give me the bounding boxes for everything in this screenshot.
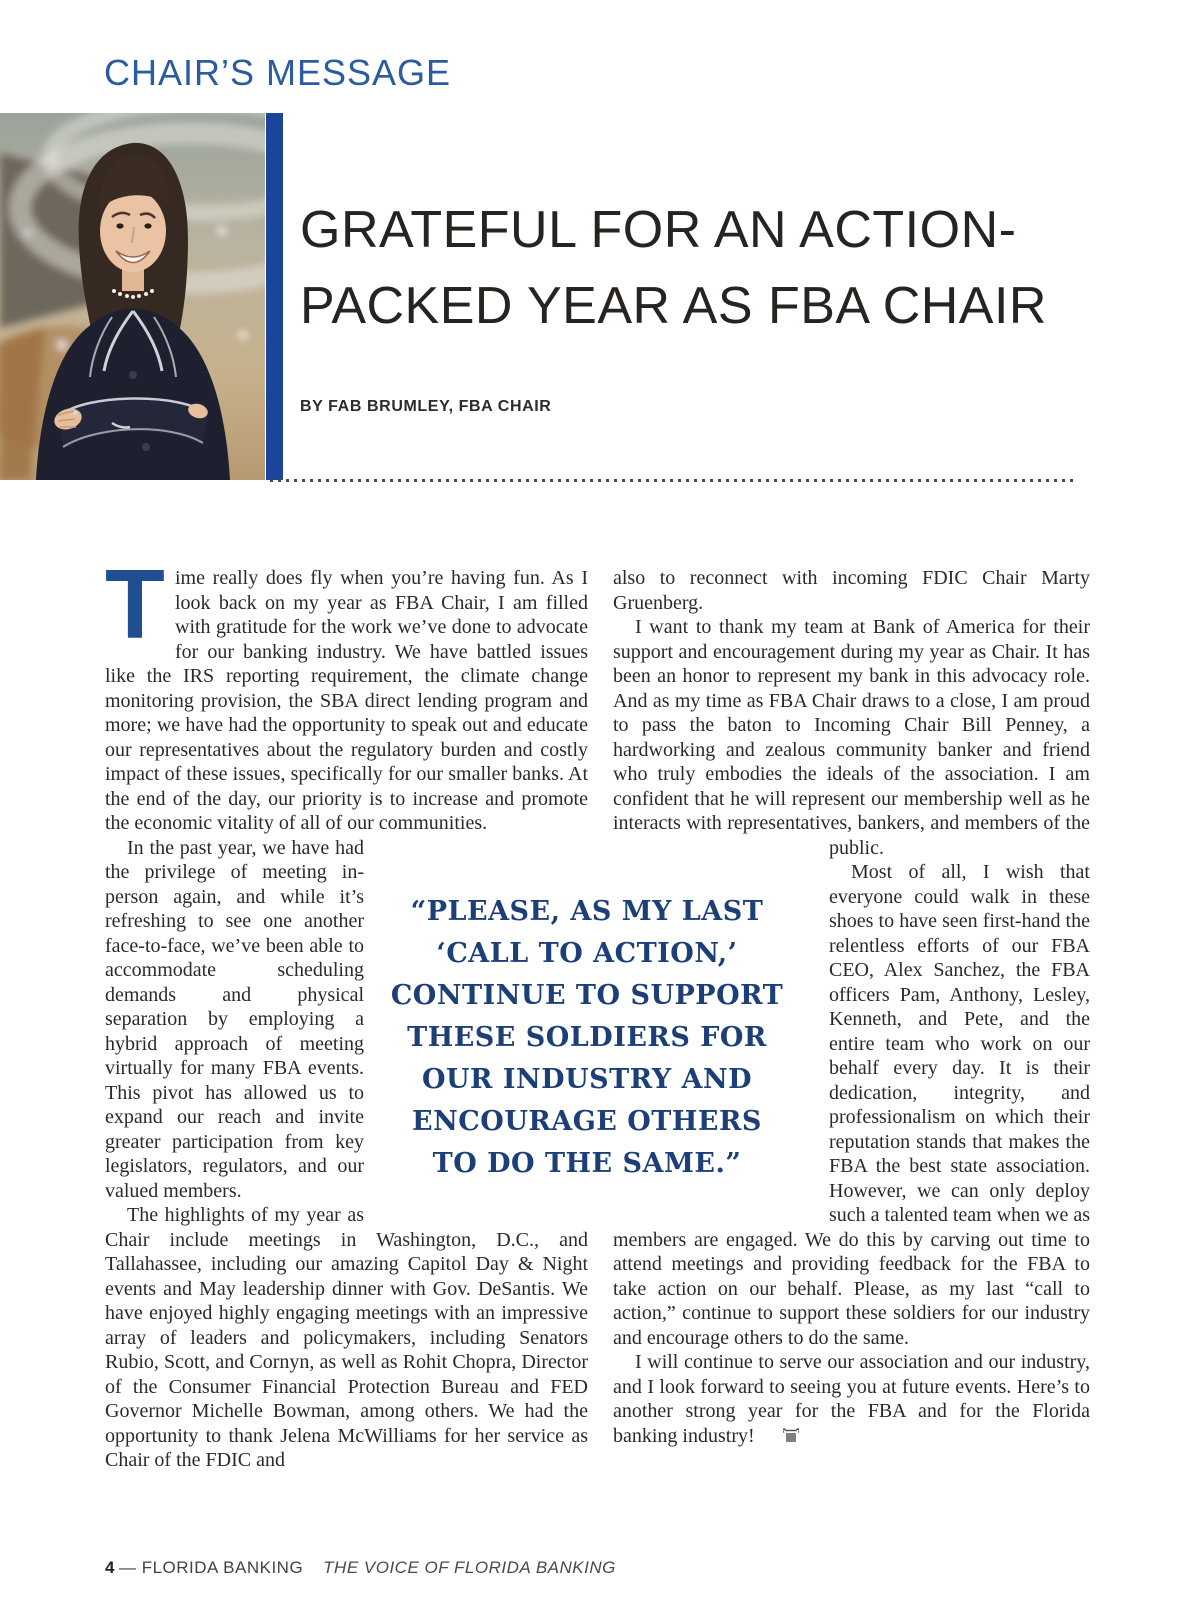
pull-quote-line: THESE SOLDIERS FOR <box>407 1022 767 1053</box>
paragraph-text: and members of the public. <box>829 812 1090 859</box>
page-number: 4 <box>105 1558 115 1577</box>
paragraph-text: I want to thank my team at Bank of America for their support and encouragement during my year as Chair. It has been an honor to represent my bank in this advocacy role. And as my time as FBA Chair draws to a close, I am proud to pass the baton to Incoming Chair Bill Penney, a hardworking and zealous community banker and friend who truly embodies the ideals of the association. I am confident that he will represent our membership well as he interacts with representatives, bankers, <box>613 616 1090 834</box>
magazine-name: — FLORIDA BANKING <box>118 1558 304 1577</box>
byline: BY FAB BRUMLEY, FBA CHAIR <box>300 398 552 415</box>
paragraph <box>105 1203 588 1473</box>
portrait-illustration <box>0 113 265 480</box>
pull-quote <box>372 891 802 1185</box>
pull-quote-line: TO DO THE SAME.” <box>432 1148 742 1179</box>
pull-quote-line: CONTINUE TO SUPPORT <box>390 980 784 1011</box>
section-label: CHAIR’S MESSAGE <box>104 52 452 93</box>
column-endmark-icon <box>761 1425 799 1450</box>
pull-quote-line: “PLEASE, AS MY LAST <box>410 896 764 927</box>
article-title-line2: PACKED YEAR AS FBA CHAIR <box>300 277 1047 335</box>
paragraph-text: Most of all, I wish that everyone could walk in these shoes to have seen first-hand the relentless efforts of our FBA CEO, Alex Sanchez, the FBA officers Pam, Anthony, Lesley, Kenneth, and Pete, and the entire team who work on our behalf every day. It is their dedication, integrity, and professionalism on which their reputation stands that makes the FBA the best state association. However, we can only deploy such a talented team when we as members are engaged. We do this by carving out time to attend meetings and providing feedback for the FBA to take action on our behalf. Please, as my last “call to action,” continue to support these soldiers for our industry and encourage others to do the same. <box>613 861 1091 1349</box>
article-title <box>300 192 1047 344</box>
paragraph <box>613 566 1090 615</box>
magazine-tagline: THE VOICE OF FLORIDA BANKING <box>323 1558 616 1577</box>
chair-portrait-photo <box>0 113 265 480</box>
paragraph <box>613 615 1090 860</box>
page-footer <box>105 1558 616 1578</box>
paragraph-intro <box>105 549 588 836</box>
paragraph-text: I will continue to serve our association and our industry, and I look forward to seeing you at future events. Here’s to another strong year for the FBA and for the Florida banking industry! <box>613 1351 1090 1447</box>
article-title-line1: GRATEFUL FOR AN ACTION- <box>300 201 1017 259</box>
paragraph-text: In the past year, we have had the privilege of meeting in-person again, and while it’s refreshing to see one another face-to-face, we’ve been able to accommodate scheduling demands and physical separation by employing a hybrid approach of meeting virtually for many FBA events. This pivot has allowed us to expand our reach and invite greater participation from key legislators, regulators, and our valued members. <box>105 836 364 1202</box>
pull-quote-line: OUR INDUSTRY AND <box>421 1064 753 1095</box>
paragraph-text: also to reconnect with incoming FDIC Chair Marty Gruenberg. <box>613 567 1090 614</box>
pull-quote-line: ‘CALL TO ACTION,’ <box>436 938 738 969</box>
pull-quote-line: ENCOURAGE OTHERS <box>412 1106 762 1137</box>
paragraph-text: The highlights of my year as Chair include meetings in Washington, D.C., and Tallahassee, including our amazing Capitol Day & Night events and May leadership dinner with Gov. DeSantis. We have enjoyed highly engaging meetings with an impressive array of leaders and policymakers, including Senators Rubio, Scott, and Cornyn, as well as Rohit Chopra, Director of the Consumer Financial Protection Bureau and FED Governor Michelle Bowman, among others. We had the opportunity to thank Jelena McWilliams for her service as Chair of the FDIC and <box>105 1204 588 1471</box>
drop-cap: T <box>105 549 165 659</box>
dotted-separator <box>270 479 1073 482</box>
paragraph-text: ime really does fly when you’re having fun. As I look back on my year as FBA Chair, I am filled with gratitude for the work we’ve done to advocate for our banking industry. We have battled issues like the IRS reporting requirement, the climate change monitoring provision, the SBA direct lending program and more; we have had the opportunity to speak out and educate our representatives about the regulatory burden and costly impact of these issues, specifically for our smaller banks. At the end of the day, our priority is to increase and promote the economic vitality of all of our communities. <box>105 567 588 834</box>
photo-accent-bar <box>266 113 283 480</box>
article-body <box>105 549 1091 1546</box>
paragraph-closing <box>613 1350 1090 1448</box>
